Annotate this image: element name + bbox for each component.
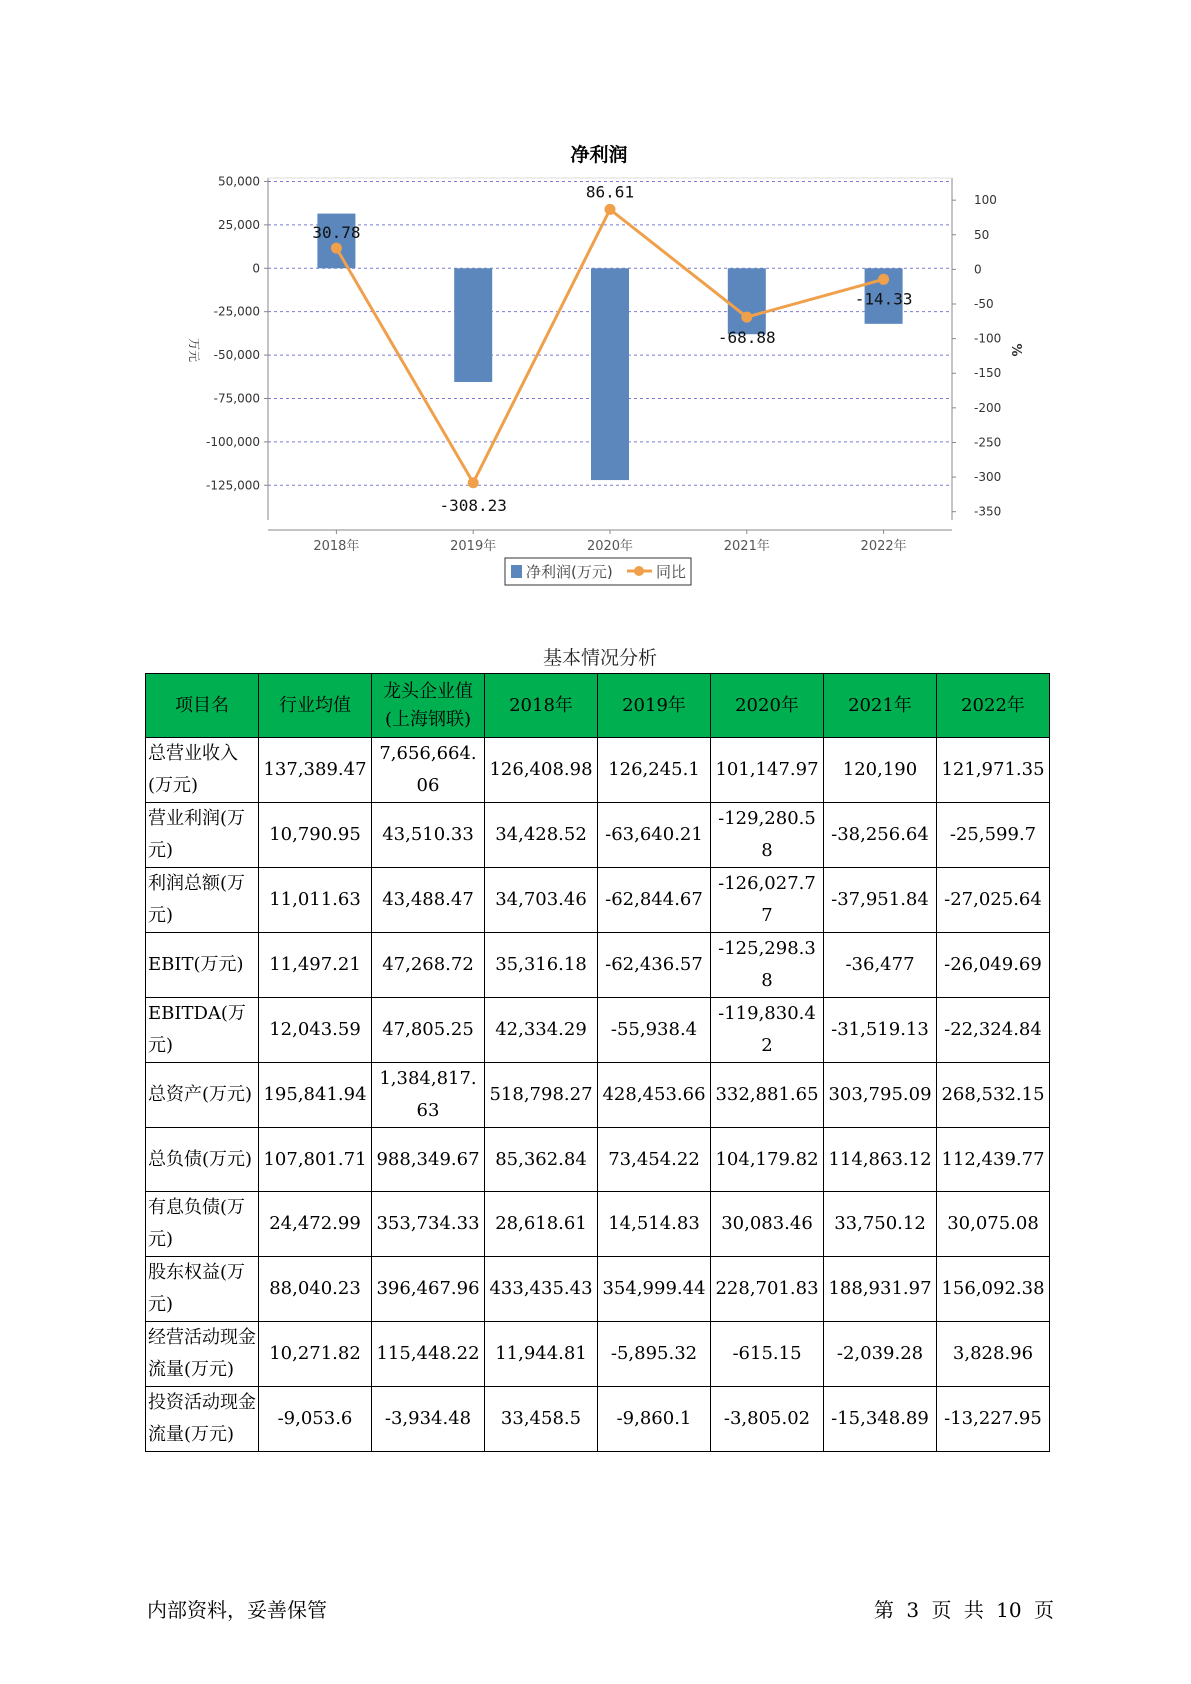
y-tick-label: -50,000 xyxy=(213,348,260,363)
table-cell: -15,348.89 xyxy=(824,1387,937,1452)
table-cell: 47,268.72 xyxy=(372,933,485,998)
row-label: 经营活动现金流量(万元) xyxy=(146,1322,259,1387)
data-label: -14.33 xyxy=(854,289,913,309)
table-row xyxy=(146,998,1050,1063)
row-label: EBITDA(万元) xyxy=(146,998,259,1063)
y2-tick-label: -50 xyxy=(974,297,994,311)
table-cell: 24,472.99 xyxy=(259,1192,372,1257)
table-row xyxy=(146,1128,1050,1192)
row-label: EBIT(万元) xyxy=(146,933,259,998)
table-cell: 353,734.33 xyxy=(372,1192,485,1257)
table-cell: -37,951.84 xyxy=(824,868,937,933)
table-cell: -31,519.13 xyxy=(824,998,937,1063)
table-cell: 35,316.18 xyxy=(485,933,598,998)
y-tick-label: -75,000 xyxy=(213,391,260,406)
row-label: 有息负债(万元) xyxy=(146,1192,259,1257)
table-cell: 30,075.08 xyxy=(937,1192,1050,1257)
table-cell: -62,844.67 xyxy=(598,868,711,933)
table-cell: -62,436.57 xyxy=(598,933,711,998)
table-cell: -129,280.58 xyxy=(711,803,824,868)
line-point xyxy=(331,243,342,254)
table-cell: 988,349.67 xyxy=(372,1128,485,1192)
y2-tick-label: -200 xyxy=(974,400,1002,415)
legend-bar-label: 净利润(万元) xyxy=(526,563,613,581)
row-label: 总负债(万元) xyxy=(146,1128,259,1192)
y-tick-label: -100,000 xyxy=(206,434,260,449)
table-row xyxy=(146,868,1050,933)
bar xyxy=(728,268,766,334)
table-row xyxy=(146,1192,1050,1257)
table-cell: -36,477 xyxy=(824,933,937,998)
table-cell: 10,271.82 xyxy=(259,1322,372,1387)
table-cell: -119,830.42 xyxy=(711,998,824,1063)
table-cell: 303,795.09 xyxy=(824,1063,937,1128)
table-cell: -9,860.1 xyxy=(598,1387,711,1452)
row-label: 营业利润(万元) xyxy=(146,803,259,868)
y-tick-label: -25,000 xyxy=(213,304,260,319)
bar-series xyxy=(317,214,902,480)
table-cell: 42,334.29 xyxy=(485,998,598,1063)
table-cell: -126,027.77 xyxy=(711,868,824,933)
data-label: -308.23 xyxy=(439,495,507,515)
table-row xyxy=(146,1322,1050,1387)
table-cell: 228,701.83 xyxy=(711,1257,824,1322)
table-row xyxy=(146,1063,1050,1128)
table-cell: 11,944.81 xyxy=(485,1322,598,1387)
table-cell: 396,467.96 xyxy=(372,1257,485,1322)
y2-tick-label: 100 xyxy=(974,193,997,208)
table-cell: -55,938.4 xyxy=(598,998,711,1063)
table-cell: -38,256.64 xyxy=(824,803,937,868)
table-cell: 354,999.44 xyxy=(598,1257,711,1322)
table-cell: 101,147.97 xyxy=(711,738,824,803)
table-cell: -615.15 xyxy=(711,1322,824,1387)
table-cell: 88,040.23 xyxy=(259,1257,372,1322)
y2-tick-label: -350 xyxy=(974,504,1002,519)
table-cell: 126,245.1 xyxy=(598,738,711,803)
table-cell: 73,454.22 xyxy=(598,1128,711,1192)
table-cell: 115,448.22 xyxy=(372,1322,485,1387)
table-cell: 518,798.27 xyxy=(485,1063,598,1128)
table-cell: -26,049.69 xyxy=(937,933,1050,998)
table-cell: 28,618.61 xyxy=(485,1192,598,1257)
column-header: 2020年 xyxy=(711,674,824,738)
column-header: 项目名 xyxy=(146,674,259,738)
table-cell: 7,656,664.06 xyxy=(372,738,485,803)
table-cell: 33,750.12 xyxy=(824,1192,937,1257)
table-cell: 10,790.95 xyxy=(259,803,372,868)
y2-axis-title: % xyxy=(1008,343,1023,357)
table-cell: 34,428.52 xyxy=(485,803,598,868)
table-cell: 43,488.47 xyxy=(372,868,485,933)
basic-analysis-table xyxy=(145,673,1050,1452)
x-tick-label: 2020年 xyxy=(586,539,634,554)
data-label: 86.61 xyxy=(585,182,635,202)
table-caption: 基本情况分析 xyxy=(542,647,657,669)
bar xyxy=(591,268,629,480)
table-cell: 11,011.63 xyxy=(259,868,372,933)
table-cell: 433,435.43 xyxy=(485,1257,598,1322)
row-label: 总资产(万元) xyxy=(146,1063,259,1128)
table-row xyxy=(146,933,1050,998)
legend-line-label: 同比 xyxy=(656,563,687,581)
net-profit-chart xyxy=(0,0,1191,620)
column-header: 2019年 xyxy=(598,674,711,738)
table-cell: -63,640.21 xyxy=(598,803,711,868)
footer-confidential-note: 内部资料，妥善保管 xyxy=(147,1598,327,1622)
data-label: 30.78 xyxy=(312,223,361,243)
y-tick-label: 0 xyxy=(252,261,260,276)
table-cell: 34,703.46 xyxy=(485,868,598,933)
table-cell: 43,510.33 xyxy=(372,803,485,868)
row-label: 投资活动现金流量(万元) xyxy=(146,1387,259,1452)
table-cell: 156,092.38 xyxy=(937,1257,1050,1322)
column-header: 龙头企业值(上海钢联) xyxy=(372,674,485,738)
table-cell: 332,881.65 xyxy=(711,1063,824,1128)
table-cell: 107,801.71 xyxy=(259,1128,372,1192)
chart-title: 净利润 xyxy=(570,144,628,166)
table-cell: 12,043.59 xyxy=(259,998,372,1063)
data-label: -68.88 xyxy=(717,328,776,348)
table-cell: 1,384,817.63 xyxy=(372,1063,485,1128)
table-cell: 121,971.35 xyxy=(937,738,1050,803)
chart-legend xyxy=(505,558,691,585)
table-cell: 3,828.96 xyxy=(937,1322,1050,1387)
column-header: 2022年 xyxy=(937,674,1050,738)
footer-page-number: 第 3 页 共 10 页 xyxy=(874,1598,1054,1622)
table-cell: 47,805.25 xyxy=(372,998,485,1063)
table-cell: -22,324.84 xyxy=(937,998,1050,1063)
table-cell: -25,599.7 xyxy=(937,803,1050,868)
table-cell: 268,532.15 xyxy=(937,1063,1050,1128)
y2-tick-label: -250 xyxy=(974,435,1002,450)
table-cell: 104,179.82 xyxy=(711,1128,824,1192)
table-cell: -5,895.32 xyxy=(598,1322,711,1387)
table-cell: 33,458.5 xyxy=(485,1387,598,1452)
x-tick-label: 2021年 xyxy=(723,539,770,554)
y2-tick-label: -150 xyxy=(974,366,1002,381)
x-tick-label: 2022年 xyxy=(860,539,907,554)
line-point xyxy=(741,312,752,323)
table-cell: 112,439.77 xyxy=(937,1128,1050,1192)
line-point xyxy=(468,477,479,488)
table-cell: 120,190 xyxy=(824,738,937,803)
line-point xyxy=(878,274,889,285)
y2-tick-label: -300 xyxy=(974,470,1002,485)
table-cell: 137,389.47 xyxy=(259,738,372,803)
table-cell: 30,083.46 xyxy=(711,1192,824,1257)
column-header: 行业均值 xyxy=(259,674,372,738)
y2-tick-label: 50 xyxy=(974,227,990,242)
y-tick-label: 50,000 xyxy=(218,174,260,189)
table-cell: -13,227.95 xyxy=(937,1387,1050,1452)
table-cell: -27,025.64 xyxy=(937,868,1050,933)
row-label: 股东权益(万元) xyxy=(146,1257,259,1322)
legend-line-marker xyxy=(634,566,644,576)
x-tick-label: 2019年 xyxy=(450,539,497,554)
table-cell: 126,408.98 xyxy=(485,738,598,803)
table-cell: 188,931.97 xyxy=(824,1257,937,1322)
table-cell: 85,362.84 xyxy=(485,1128,598,1192)
table-cell: 428,453.66 xyxy=(598,1063,711,1128)
table-row xyxy=(146,803,1050,868)
column-header: 2021年 xyxy=(824,674,937,738)
y-axis-title: 万元 xyxy=(187,337,201,363)
table-row xyxy=(146,1387,1050,1452)
table-row xyxy=(146,1257,1050,1322)
row-label: 总营业收入(万元) xyxy=(146,738,259,803)
table-cell: -2,039.28 xyxy=(824,1322,937,1387)
table-cell: -3,805.02 xyxy=(711,1387,824,1452)
table-header-row xyxy=(146,674,1050,738)
bar xyxy=(454,268,492,382)
table-cell: 114,863.12 xyxy=(824,1128,937,1192)
y-tick-label: -125,000 xyxy=(206,478,260,493)
legend-bar-swatch xyxy=(511,565,522,578)
table-cell: -125,298.38 xyxy=(711,933,824,998)
table-cell: 14,514.83 xyxy=(598,1192,711,1257)
line-point xyxy=(605,204,616,215)
table-cell: 195,841.94 xyxy=(259,1063,372,1128)
y2-tick-label: -100 xyxy=(974,331,1002,346)
table-cell: -9,053.6 xyxy=(259,1387,372,1452)
table-row xyxy=(146,738,1050,803)
row-label: 利润总额(万元) xyxy=(146,868,259,933)
column-header: 2018年 xyxy=(485,674,598,738)
table-cell: 11,497.21 xyxy=(259,933,372,998)
y-tick-label: 25,000 xyxy=(218,217,260,232)
table-cell: -3,934.48 xyxy=(372,1387,485,1452)
y2-tick-label: 0 xyxy=(974,262,982,277)
x-tick-label: 2018年 xyxy=(313,539,360,554)
